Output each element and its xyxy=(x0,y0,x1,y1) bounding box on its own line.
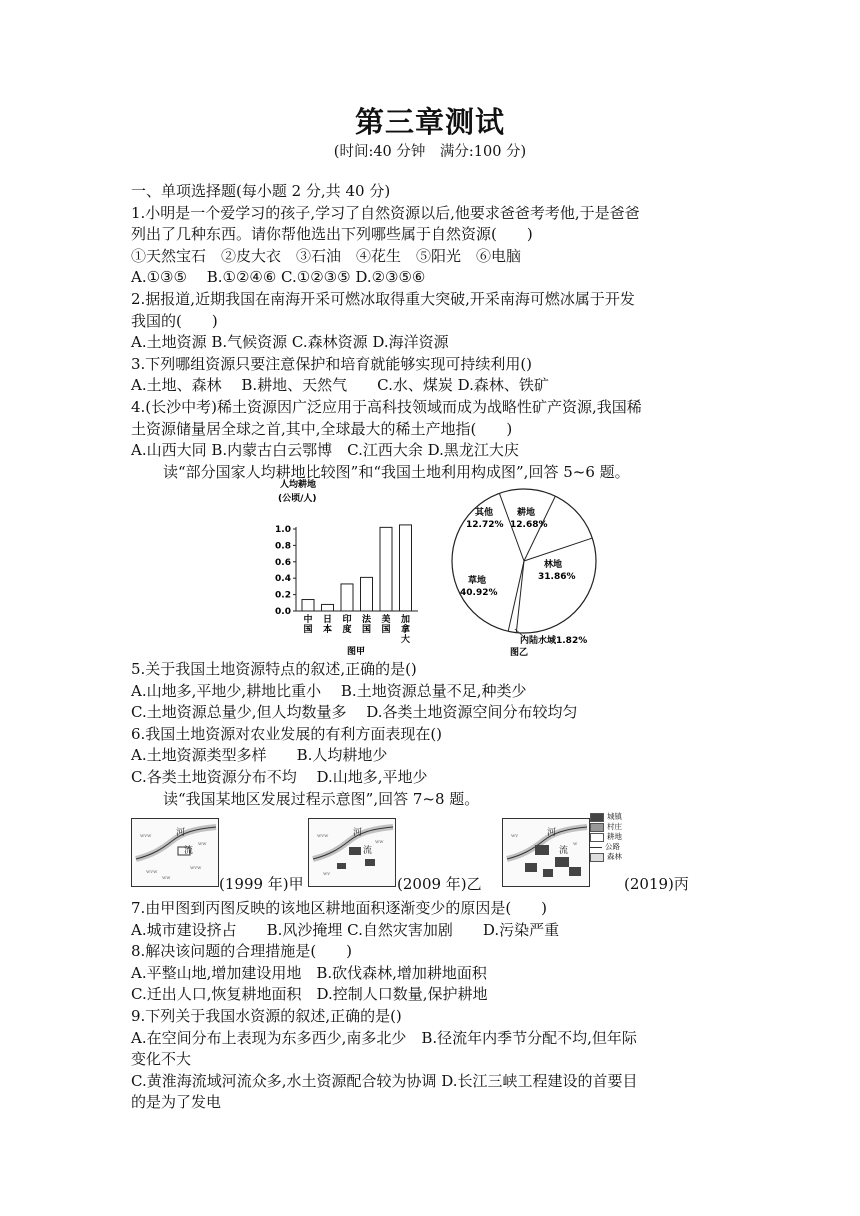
page-title: 第三章测试 xyxy=(354,105,505,139)
svg-text:河: 河 xyxy=(353,828,363,838)
bar-y-tick-label: 1.0 xyxy=(275,525,291,535)
map-2019-drawing xyxy=(503,819,589,886)
map-2009 xyxy=(308,818,396,887)
q7-options: A.城市建设挤占 B.风沙掩埋 C.自然灾害加剧 D.污染严重 xyxy=(131,920,560,939)
q4-line1: 4.(长沙中考)稀土资源因广泛应用于高科技领域而成为战略性矿产资源,我国稀 xyxy=(131,397,642,416)
bar-category-label: 加拿大 xyxy=(400,615,411,645)
q9-line1: 9.下列关于我国水资源的叙述,正确的是() xyxy=(131,1006,402,1025)
q1-line1: 1.小明是一个爱学习的孩子,学习了自然资源以后,他要求爸爸考考他,于是爸爸 xyxy=(131,203,640,222)
q5-line1: 5.关于我国土地资源特点的叙述,正确的是() xyxy=(131,660,417,678)
map-1999 xyxy=(131,818,219,887)
bar-categories xyxy=(303,613,410,645)
bar xyxy=(341,584,353,611)
q4-line2: 土资源储量居全球之首,其中,全球最大的稀土产地指( ) xyxy=(131,419,513,438)
bar-y-tick-label: 0.0 xyxy=(275,607,291,617)
bars xyxy=(302,525,412,611)
q8-line1: 8.解决该问题的合理措施是( ) xyxy=(131,942,353,961)
q8-options-ab: A.平整山地,增加建设用地 B.砍伐森林,增加耕地面积 xyxy=(131,963,487,982)
bar-chart-title: 人均耕地 xyxy=(280,480,317,490)
q9-line2: A.在空间分布上表现为东多西少,南多北少 B.径流年内季节分配不均,但年际 xyxy=(131,1028,637,1047)
svg-text:ww: ww xyxy=(375,839,384,845)
bar-ticks xyxy=(275,525,296,617)
svg-text:ww: ww xyxy=(198,841,207,847)
read-instruction-2: 读“我国某地区发展过程示意图”,回答 7~8 题。 xyxy=(163,789,480,808)
svg-text:w: w xyxy=(573,841,578,847)
pie-value-forest: 31.86% xyxy=(538,572,576,582)
q8-options-cd: C.迁出人口,恢复耕地面积 D.控制人口数量,保护耕地 xyxy=(131,985,488,1004)
svg-text:wvw: wvw xyxy=(317,833,329,839)
q9-line5: 的是为了发电 xyxy=(131,1093,222,1112)
bar-y-tick-label: 0.8 xyxy=(275,541,291,552)
pie-water-callout: 内陆水域1.82% xyxy=(520,636,588,646)
questions-block-3 xyxy=(131,898,731,1114)
svg-text:ww: ww xyxy=(162,875,171,881)
q1-line3: ①天然宝石 ②皮大衣 ③石油 ④花生 ⑤阳光 ⑥电脑 xyxy=(131,246,522,265)
svg-text:wvw: wvw xyxy=(140,833,152,839)
figures-svg xyxy=(262,479,602,659)
q5-options-cd: C.土地资源总量少,但人均数量多 D.各类土地资源空间分布较均匀 xyxy=(131,703,578,722)
pie-value-grassland: 40.92% xyxy=(460,588,498,598)
svg-text:流: 流 xyxy=(559,846,569,856)
q7-line1: 7.由甲图到丙图反映的该地区耕地面积逐渐变少的原因是( ) xyxy=(131,899,548,917)
map-2019-caption: (2019)丙 xyxy=(624,875,689,893)
pie-label-other: 其他 xyxy=(475,508,494,518)
legend-road: 公路 xyxy=(590,842,622,852)
q6-line1: 6.我国土地资源对农业发展的有利方面表现在() xyxy=(131,724,443,743)
bar xyxy=(380,527,392,611)
pie-label-forest: 林地 xyxy=(544,560,563,570)
svg-text:河: 河 xyxy=(176,828,186,838)
svg-text:wvw: wvw xyxy=(190,865,202,871)
q6-options-cd: C.各类土地资源分布不均 D.山地多,平地少 xyxy=(131,767,428,786)
map-2009-caption: (2009 年)乙 xyxy=(397,875,482,893)
map-1999-drawing xyxy=(132,819,218,886)
map-2009-drawing xyxy=(309,819,395,886)
svg-text:wvw: wvw xyxy=(146,869,158,875)
svg-text:wv: wv xyxy=(323,871,331,877)
map-2019 xyxy=(502,818,590,887)
section-heading: 一、单项选择题(每小题 2 分,共 40 分) xyxy=(131,182,391,200)
pie-label-farmland: 耕地 xyxy=(517,508,536,518)
pie-chart-title: 图乙 xyxy=(510,648,529,658)
q6-options-ab: A.土地资源类型多样 B.人均耕地少 xyxy=(131,746,388,765)
q3-line1: 3.下列哪组资源只要注意保护和培育就能够实现可持续利用() xyxy=(131,354,533,373)
bar xyxy=(400,525,412,611)
q1-line2: 列出了几种东西。请你帮他选出下列哪些属于自然资源( ) xyxy=(131,225,533,244)
legend-farmland: 耕地 xyxy=(590,832,622,842)
q2-line1: 2.据报道,近期我国在南海开采可燃冰取得重大突破,开采南海可燃冰属于开发 xyxy=(131,289,635,308)
q2-options: A.土地资源 B.气候资源 C.森林资源 D.海洋资源 xyxy=(131,333,449,352)
questions-block-2 xyxy=(131,659,731,810)
read-instruction-1: 读“部分国家人均耕地比较图”和“我国土地利用构成图”,回答 5~6 题。 xyxy=(163,462,630,481)
q5-options-ab: A.山地多,平地少,耕地比重小 B.土地资源总量不足,种类少 xyxy=(131,681,527,700)
bar-chart-ylabel: (公顷/人) xyxy=(278,494,317,504)
page-subtitle: (时间:40 分钟 满分:100 分) xyxy=(333,144,527,160)
pie-chart xyxy=(452,489,596,658)
bar-chart-xlabel: 图甲 xyxy=(347,647,366,657)
q9-line4: C.黄淮海流域河流众多,水土资源配合较为协调 D.长江三峡工程建设的首要目 xyxy=(131,1071,638,1090)
bar-y-tick-label: 0.6 xyxy=(275,557,291,568)
q4-options: A.山西大同 B.内蒙古白云鄂博 C.江西大余 D.黑龙江大庆 xyxy=(131,441,519,460)
svg-text:流: 流 xyxy=(363,846,373,856)
svg-text:流: 流 xyxy=(184,846,194,856)
svg-text:河: 河 xyxy=(547,828,557,838)
bar xyxy=(302,600,314,611)
bar-y-tick-label: 0.2 xyxy=(275,590,291,601)
map-1999-caption: (1999 年)甲 xyxy=(219,875,304,893)
pie-value-farmland: 12.68% xyxy=(510,520,548,530)
q1-options: A.①③⑤ B.①②④⑥ C.①②③⑤ D.②③⑤⑥ xyxy=(131,268,426,287)
legend-forest: 森林 xyxy=(590,852,622,862)
map-legend xyxy=(590,812,622,862)
bar-category-label: 中国 xyxy=(303,615,313,635)
figures-area xyxy=(262,479,602,659)
q2-line2: 我国的( ) xyxy=(131,311,218,330)
bar xyxy=(322,604,334,611)
q3-options: A.土地、森林 B.耕地、天然气 C.水、煤炭 D.森林、铁矿 xyxy=(131,376,549,395)
bar-y-tick-label: 0.4 xyxy=(275,574,291,585)
questions-block-1 xyxy=(131,181,731,483)
legend-town: 城镇 xyxy=(590,812,622,822)
q9-line3: 变化不大 xyxy=(131,1050,192,1069)
bar-category-label: 美国 xyxy=(381,615,391,635)
bar-category-label: 印度 xyxy=(342,615,352,635)
bar xyxy=(361,577,373,611)
pie-label-grassland: 草地 xyxy=(468,576,487,586)
pie-value-other: 12.72% xyxy=(466,520,504,530)
svg-text:wv: wv xyxy=(511,833,519,839)
bar-chart xyxy=(275,479,418,657)
bar-category-label: 日本 xyxy=(322,615,333,635)
bar-category-label: 法国 xyxy=(361,615,372,635)
legend-village: 村庄 xyxy=(590,822,622,832)
